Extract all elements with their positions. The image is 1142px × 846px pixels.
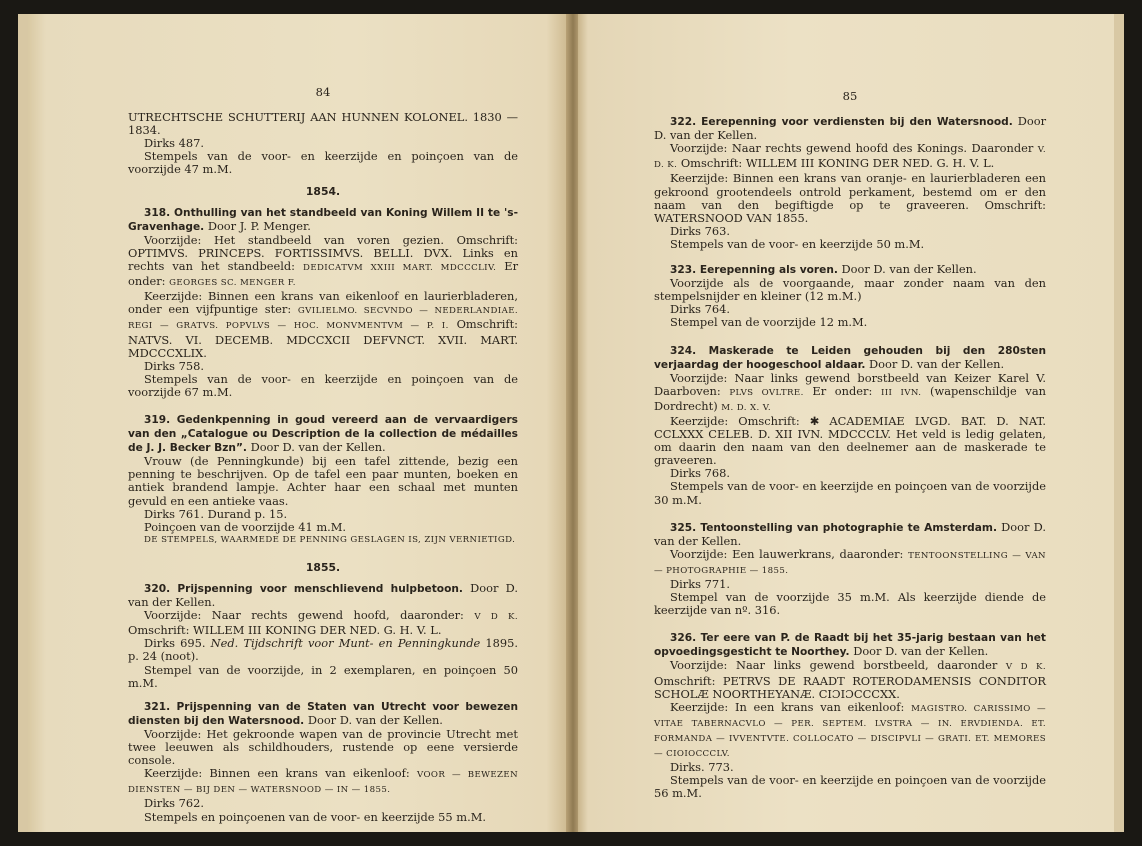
entry-ref: Dirks 768. [670, 466, 730, 481]
obverse-text-2: Er onder: [128, 259, 519, 289]
entry-author: Door D. van der Kellen. [869, 356, 1005, 371]
left-page [28, 14, 568, 832]
entry-author: Door J. P. Menger. [207, 218, 311, 233]
journal-page: 1895. p. 24 (noot). [128, 636, 519, 664]
reverse-text: Keerzijde: Binnen een krans van eikenloof en laurierbladeren, onder een vijfpuntige ster: [128, 289, 518, 317]
entry-title: 323. Eerepenning als voren. [670, 264, 838, 277]
page-number-right: 85 [842, 89, 858, 103]
entry-324 [654, 344, 1046, 507]
obverse-text: Voorzijde: Een lauwerkrans, daaronder: [670, 546, 904, 561]
lead-title: UTRECHTSCHE SCHUTTERIJ AAN HUNNEN KOLONEL. 1830 — 1834. [128, 110, 518, 138]
entry-author: Door D. van der Kellen. [853, 644, 989, 659]
entry-ref: Dirks 763. [670, 223, 730, 238]
reverse-text: Keerzijde: Binnen een krans van oranje- en laurierbladeren een gekroond grootendeels ontrold perkament, bestemd om er den naam van den begiftigde op te graveeren. Omschrift: WATERSNOOD VAN 1855. [654, 171, 1046, 225]
obverse-text: Voorzijde: Naar rechts gewend hoofd des Konings. Daaronder [670, 141, 1034, 156]
entry-author: Door D. van der Kellen. [841, 262, 977, 277]
obverse-text-2: Omschrift: WILLEM III KONING DER NED. G. H. V. L. [128, 623, 442, 638]
entry-ref: Dirks 758. [144, 358, 204, 373]
obverse-smallcaps-3: M. D. X. V. [721, 402, 772, 413]
entry-326 [654, 631, 1046, 800]
entry-title: 318. Onthulling van het standbeeld van Koning Willem II te 's-Gravenhage. [128, 206, 518, 233]
entry-note: Poinçoen van de voorzijde 41 m.M. [144, 519, 347, 534]
entry-title: 324. Maskerade te Leiden gehouden bij den 280sten verjaardag der hoogeschool aldaar. [654, 344, 1046, 371]
reverse-smallcaps: VOOR — BEWEZEN DIENSTEN — BIJ DEN — WATERSNOOD — IN — 1855. [128, 770, 518, 796]
obverse-text: Voorzijde: Het standbeeld van voren gezien. Omschrift: OPTIMVS. PRINCEPS. FORTISSIMVS. BELLI. DVX. Links en rechts van het standbeeld: [128, 232, 518, 274]
obverse-smallcaps: V D K. [474, 612, 518, 623]
entry-322 [654, 115, 1046, 251]
entry-title: 320. Prijspenning voor menschlievend hulpbetoon. [144, 583, 463, 595]
obverse-text: Voorzijde: Het gekroonde wapen van de provincie Utrecht met twee leeuwen als schildhouders, rustende op eene versierde console. [128, 726, 518, 768]
entry-note: Stempels van de voor- en keerzijde en poinçoen van de voorzijde 67 m.M. [128, 371, 518, 399]
entry-ref: Dirks 762. [144, 796, 204, 811]
obverse-text-2: Omschrift: PETRVS DE RAADT ROTERODAMENSIS CONDITOR SCHOLÆ NOORTHEYANÆ. CIƆIƆCCCXX. [654, 673, 1046, 701]
entry-author: Door D. van der Kellen. [654, 519, 1046, 548]
entry-title: 321. Prijspenning van de Staten van Utrecht voor bewezen diensten bij den Watersnood. [128, 700, 518, 727]
entry-319 [128, 413, 518, 547]
obverse-smallcaps: PLVS OVLTRE. [729, 387, 804, 398]
page-number-left: 84 [315, 85, 331, 99]
obverse-text-2: Er onder: [812, 383, 873, 398]
entry-author: Door D. van der Kellen. [250, 440, 386, 455]
entry-note: Stempels van de voor- en keerzijde en poinçoen van de voorzijde 56 m.M. [654, 773, 1046, 801]
reverse-smallcaps: MAGISTRO. CARISSIMO — VITAE TABERNACVLO — PER. SEPTEM. LVSTRA — IN. ERVDIENDA. ET. FORMANDA — IVVENTVTE. COLLOCATO — DISCIPVLI — GRATI. ET. MEMORES — CIOIOCCCLV. [654, 703, 1046, 760]
obverse-smallcaps: V. D. K. [654, 145, 1046, 171]
reverse-text: Keerzijde: In een krans van eikenloof: [670, 699, 905, 714]
entry-320 [128, 582, 518, 690]
entry-323 [654, 263, 1046, 329]
reverse-text-2: Omschrift: NATVS. VI. DECEMB. MDCCXCII DEFVNCT. XVII. MART. MDCCCXLIX. [128, 317, 519, 360]
open-book [18, 14, 1124, 832]
right-page [578, 14, 1114, 832]
entry-author: Door D. van der Kellen. [128, 581, 518, 610]
entry-note: Stempel van de voorzijde 35 m.M. Als keerzijde diende de keerzijde van nº. 316. [654, 590, 1046, 618]
reverse-smallcaps: GVILIELMO. SECVNDO — NEDERLANDIAE. REGI — GRATVS. POPVLVS — HOC. MONVMENTVM — P. I. [128, 306, 518, 332]
obverse-smallcaps: TENTOONSTELLING — VAN — PHOTOGRAPHIE — 1855. [654, 550, 1046, 576]
obverse-smallcaps: V D K. [1005, 662, 1046, 673]
entry-note: Stempels van de voor- en keerzijde en poinçoen van de voorzijde 30 m.M. [654, 479, 1046, 507]
entry-author: Door D. van der Kellen. [307, 712, 443, 727]
obverse-text-2: Omschrift: WILLEM III KONING DER NED. G. H. V. L. [680, 156, 995, 171]
entry-author: Door D. van der Kellen. [654, 114, 1047, 143]
reverse-text: Keerzijde: Binnen een krans van eikenloof: [144, 766, 410, 781]
entry-description: Vrouw (de Penningkunde) bij een tafel zittende, bezig een penning te beschrijven. Op de tafel een paar munten, boeken en antiek brandend lampje. Achter haar een schaal met munten gevuld en een antieke vaas. [128, 454, 518, 508]
entry-note: Stempel van de voorzijde, in 2 exemplaren, en poinçoen 50 m.M. [128, 662, 518, 690]
lead-ref: Dirks 487. [144, 136, 204, 151]
left-text-column [128, 86, 518, 824]
entry-325 [654, 521, 1046, 618]
entry-ref: Dirks. 773. [670, 760, 734, 775]
obverse-smallcaps: DEDICATVM XXIII MART. MDCCCLIV. [303, 263, 497, 274]
entry-ref: Dirks 761. Durand p. 15. [144, 506, 288, 521]
year-heading-1854: 1854. [305, 184, 341, 198]
entry-title: 325. Tentoonstelling van photographie te Amsterdam. [670, 521, 997, 534]
obverse-text: Voorzijde: Naar rechts gewend hoofd, daaronder: [144, 608, 464, 623]
lead-note: Stempels van de voor- en keerzijde en poinçoen van de voorzijde 47 m.M. [128, 149, 518, 177]
obverse-text: Voorzijde: Naar links gewend borstbeeld van Keizer Karel V. Daarboven: [654, 370, 1046, 398]
entry-title: 322. Eerepenning voor verdiensten bij den Watersnood. [670, 116, 1013, 129]
obverse-smallcaps-2: III IVN. [880, 387, 922, 398]
entry-note: Stempel van de voorzijde 12 m.M. [670, 315, 868, 330]
entry-title: 326. Ter eere van P. de Raadt bij het 35-jarig bestaan van het opvoedingsgesticht te Noorthey. [654, 632, 1046, 659]
reverse-text: Keerzijde: Omschrift: ✱ ACADEMIAE LVGD. BAT. D. NAT. CCLXXX CELEB. D. XII IVN. MDCCCLV. Het veld is ledig gelaten, om daarin den naam van den deelnemer aan de maskerade te graveeren. [654, 413, 1046, 468]
entry-warning: DE STEMPELS, WAARMEDE DE PENNING GESLAGEN IS, ZIJN VERNIETIGD. [144, 534, 516, 545]
obverse-text: Voorzijde: Naar links gewend borstbeeld, daaronder [670, 658, 998, 673]
entry-ref: Dirks 695. [144, 636, 206, 651]
year-heading-1855: 1855. [305, 560, 341, 574]
right-text-column [654, 90, 1046, 800]
entry-321 [128, 700, 518, 824]
entry-note: Stempels en poinçoenen van de voor- en keerzijde 55 m.M. [144, 809, 486, 824]
obverse-text-3: (wapenschildje van Dordrecht) [654, 383, 1046, 413]
obverse-smallcaps-2: GEORGES SC. MENGER F. [169, 278, 296, 289]
entry-318 [128, 206, 518, 399]
entry-title: 319. Gedenkpenning in goud vereerd aan de vervaardigers van den „Catalogue ou Description de la collection de médailles de J. J. Becker Bzn”. [128, 413, 518, 455]
obverse-text: Voorzijde als de voorgaande, maar zonder naam van den stempelsnijder en kleiner (12 m.M.) [654, 276, 1046, 304]
entry-ref: Dirks 764. [670, 302, 730, 317]
entry-ref: Dirks 771. [670, 577, 730, 591]
journal-title: Ned. Tijdschrift voor Munt- en Penningkunde [210, 636, 481, 651]
entry-note: Stempels van de voor- en keerzijde 50 m.M. [670, 236, 925, 251]
